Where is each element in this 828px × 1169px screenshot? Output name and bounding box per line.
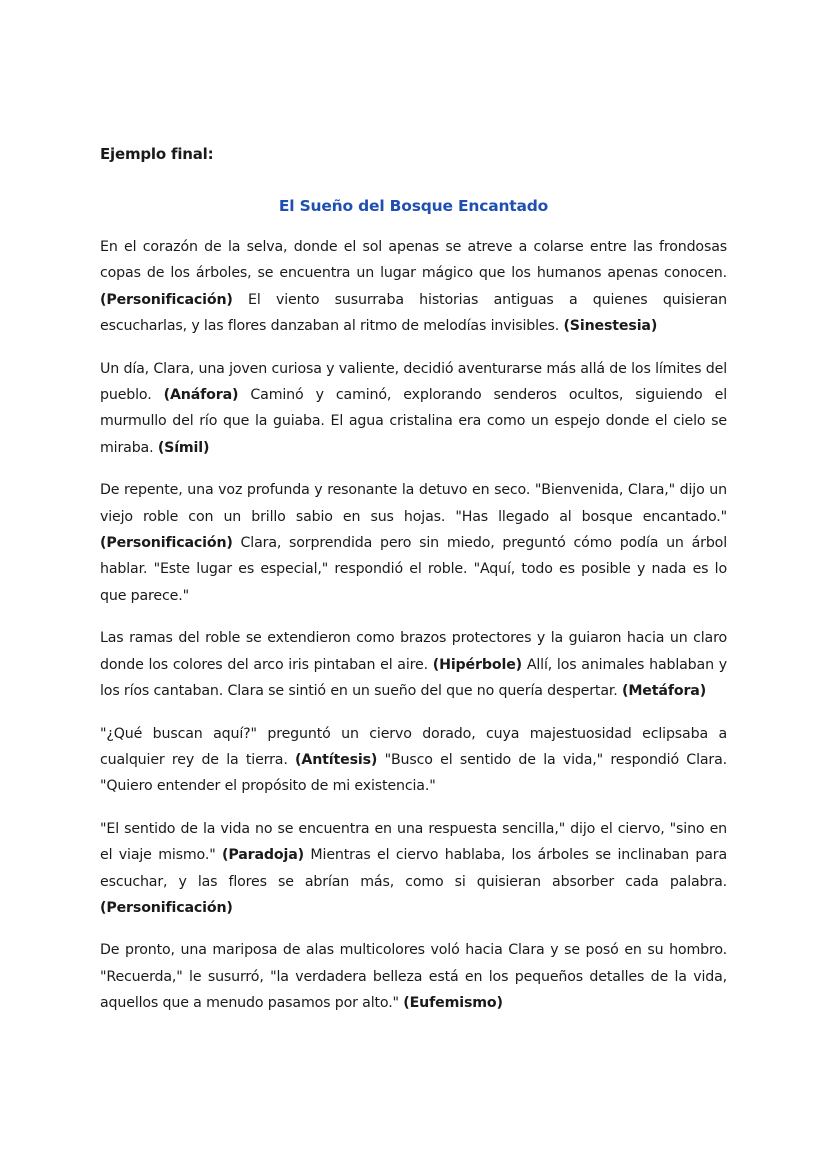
paragraph-text: Clara, sorprendida pero sin miedo, preguntó cómo podía un árbol hablar. "Este lugar es especial," respondió el roble. "Aquí, todo es posible y nada es lo que parece." bbox=[100, 535, 727, 604]
paragraph-text: "Busco el sentido de la vida," respondió Clara. "Quiero entender el propósito de mi existencia." bbox=[100, 751, 727, 795]
figure-of-speech-label: (Sinestesia) bbox=[563, 318, 658, 335]
story-body bbox=[100, 234, 727, 1017]
paragraph-text: "El sentido de la vida no se encuentra en una respuesta sencilla," dijo el ciervo, "sino en el viaje mismo." bbox=[100, 820, 727, 864]
section-heading: Ejemplo final: bbox=[100, 145, 214, 163]
figure-of-speech-label: (Paradoja) bbox=[222, 847, 304, 864]
paragraph-text: Mientras el ciervo hablaba, los árboles se inclinaban para escuchar, y las flores se abrían más, como si quisieran absorber cada palabra. bbox=[100, 847, 727, 890]
figure-of-speech-label: (Personificación) bbox=[100, 291, 233, 308]
figure-of-speech-label: (Hipérbole) bbox=[432, 656, 522, 673]
paragraph-text: En el corazón de la selva, donde el sol apenas se atreve a colarse entre las frondosas copas de los árboles, se encuentra un lugar mágico que los humanos apenas conocen. bbox=[100, 239, 727, 282]
document-page bbox=[100, 141, 727, 1033]
paragraph-text: Las ramas del roble se extendieron como brazos protectores y la guiaron hacia un claro donde los colores del arco iris pintaban el aire. bbox=[100, 630, 727, 673]
paragraph bbox=[100, 625, 727, 704]
figure-of-speech-label: (Símil) bbox=[157, 439, 210, 456]
paragraph-text: De pronto, una mariposa de alas multicolores voló hacia Clara y se posó en su hombro. "Recuerda," le susurró, "la verdadera belleza está en los pequeños detalles de la vida, aquellos que a menudo pasamos por alto." bbox=[100, 942, 727, 1012]
figure-of-speech-label: (Anáfora) bbox=[163, 387, 239, 404]
figure-of-speech-label: (Personificación) bbox=[100, 535, 233, 552]
paragraph-text: Un día, Clara, una joven curiosa y valiente, decidió aventurarse más allá de los límites del pueblo. bbox=[100, 360, 727, 404]
paragraph bbox=[100, 234, 727, 340]
figure-of-speech-label: (Metáfora) bbox=[622, 683, 707, 700]
paragraph bbox=[100, 721, 727, 800]
paragraph-text: De repente, una voz profunda y resonante la detuvo en seco. "Bienvenida, Clara," dijo un viejo roble con un brillo sabio en sus hojas. "Has llegado al bosque encantado." bbox=[100, 482, 727, 525]
paragraph-text: "¿Qué buscan aquí?" preguntó un ciervo dorado, cuya majestuosidad eclipsaba a cualquier rey de la tierra. bbox=[100, 725, 727, 768]
figure-of-speech-label: (Antítesis) bbox=[295, 751, 378, 768]
figure-of-speech-label: (Personificación) bbox=[100, 899, 233, 916]
story-title: El Sueño del Bosque Encantado bbox=[278, 197, 549, 215]
paragraph bbox=[100, 816, 727, 922]
paragraph bbox=[100, 356, 727, 462]
paragraph bbox=[100, 937, 727, 1016]
paragraph-text: Caminó y caminó, explorando senderos ocultos, siguiendo el murmullo del río que la guiaba. El agua cristalina era como un espejo donde el cielo se miraba. bbox=[100, 387, 727, 456]
paragraph bbox=[100, 477, 727, 609]
paragraph-text: Allí, los animales hablaban y los ríos cantaban. Clara se sintió en un sueño del que no quería despertar. bbox=[100, 656, 727, 700]
paragraph-text: El viento susurraba historias antiguas a quienes quisieran escucharlas, y las flores danzaban al ritmo de melodías invisibles. bbox=[100, 291, 727, 335]
figure-of-speech-label: (Eufemismo) bbox=[403, 995, 503, 1012]
